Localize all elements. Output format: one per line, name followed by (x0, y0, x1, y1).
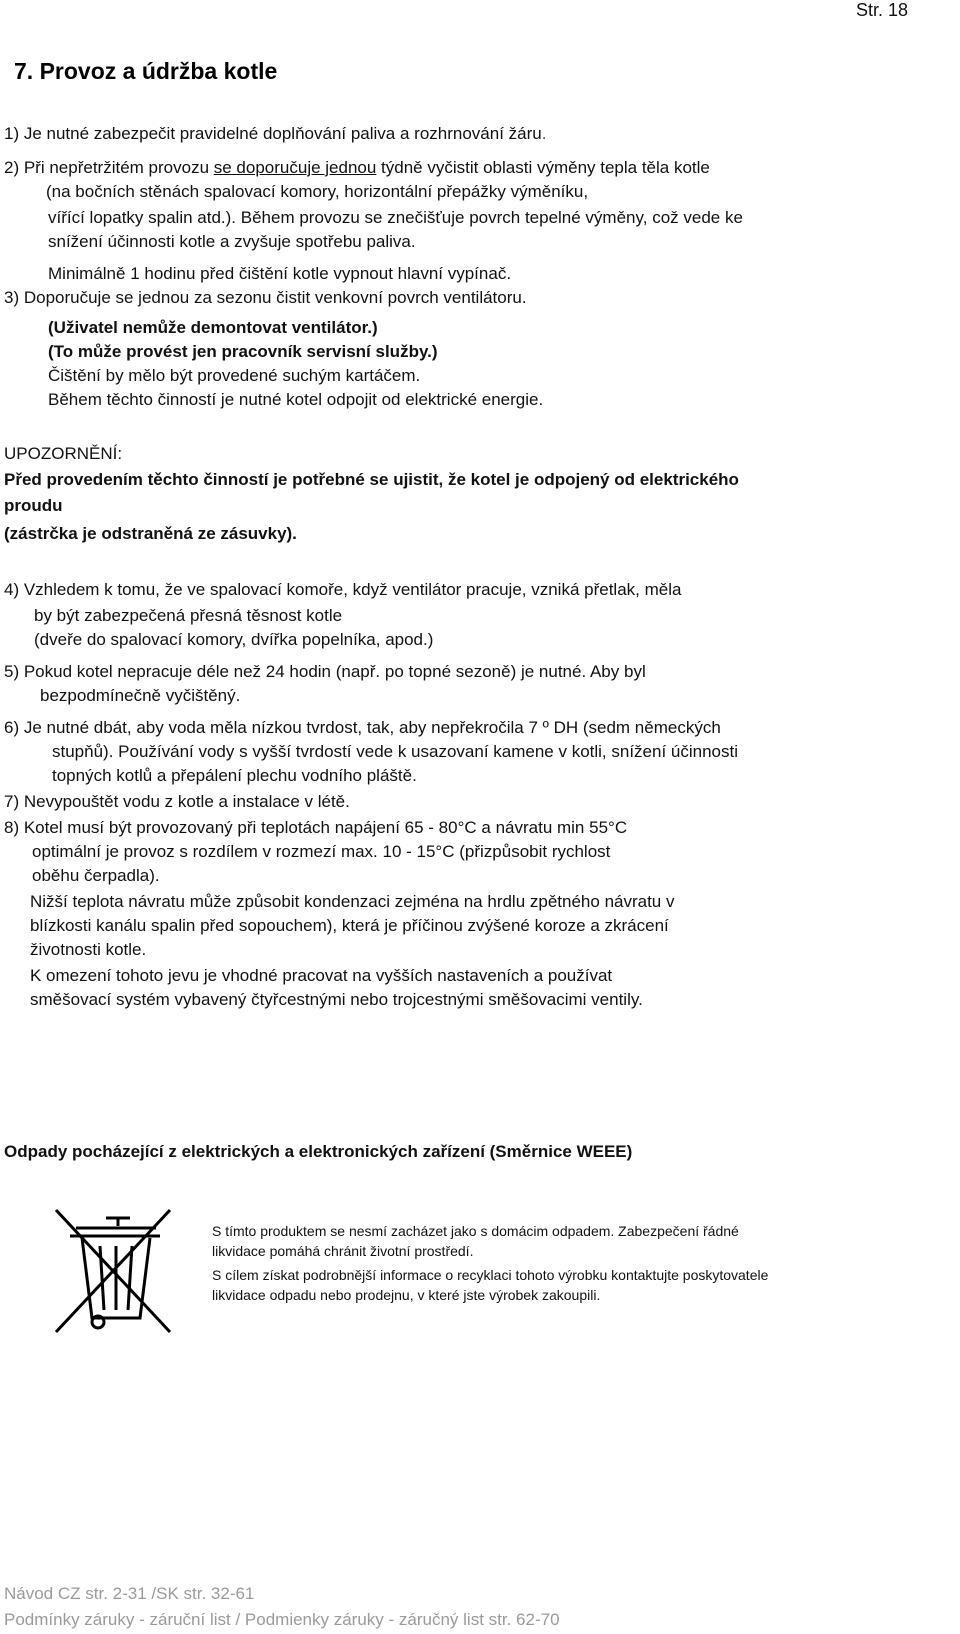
item-8-line-4: Nižší teplota návratu může způsobit kondenzaci zejména na hrdlu zpětného návratu v (30, 892, 675, 911)
item-3-line-4: Čištění by mělo být provedené suchým kartáčem. (48, 366, 421, 385)
item-8-line-8: směšovací systém vybavený čtyřcestnými nebo trojcestnými směšovacimi ventily. (30, 990, 643, 1009)
item-1-text: 1) Je nutné zabezpečit pravidelné doplňování paliva a rozhrnování žáru (4, 124, 542, 143)
item-8-line-1: 8) Kotel musí být provozovaný při teplotách napájení 65 - 80°C a návratu min 55°C (4, 818, 628, 837)
item-3-line-5: Během těchto činností je nutné kotel odpojit od elektrické energie. (48, 390, 544, 409)
item-1 (4, 122, 546, 146)
item-5-line-2: bezpodmínečně vyčištěný. (40, 686, 241, 705)
item-8-line-3: oběhu čerpadla). (32, 866, 160, 885)
item-2-line-2: (na bočních stěnách spalovací komory, horizontální přepážky výměníku, (46, 182, 589, 201)
footer-line-1: Návod CZ str. 2-31 /SK str. 32-61 (4, 1584, 255, 1603)
item-2-line-3 (48, 206, 743, 230)
item-2-line-1 (4, 156, 710, 180)
item-4-line-1: 4) Vzhledem k tomu, že ve spalovací komoře, když ventilátor pracuje, vzniká přetlak, měla (4, 580, 682, 599)
item-2-line-3-b: Během provozu se znečišťuje povrch tepelné výměny, což vede ke (236, 208, 743, 227)
weee-paragraph-1-line-2: likvidace pomáhá chránit životní prostředí. (212, 1243, 474, 1259)
item-8-line-2: optimální je provoz s rozdílem v rozmezí max. 10 - 15°C (přizpůsobit rychlost (32, 842, 611, 861)
item-8-line-5: blízkosti kanálu spalin před sopouchem), která je příčinou zvýšené koroze a zkrácení (30, 916, 669, 935)
item-2-text-b: týdně vyčistit oblasti výměny tepla těla kotle (376, 158, 710, 177)
item-8-line-7: K omezení tohoto jevu je vhodné pracovat na vyšších nastaveních a používat (30, 966, 613, 985)
item-3-line-1: 3) Doporučuje se jednou za sezonu čistit venkovní povrch ventilátoru. (4, 288, 527, 307)
item-4-line-3: (dveře do spalovací komory, dvířka popelníka, apod.) (34, 630, 434, 649)
item-4-line-2: by být zabezpečená přesná těsnost kotle (34, 606, 343, 625)
item-6-line-3: topných kotlů a přepálení plechu vodního pláště. (52, 766, 417, 785)
warning-line-2: proudu (4, 496, 63, 515)
item-3-line-2: (Uživatel nemůže demontovat ventilátor.) (48, 318, 378, 337)
item-2-line-5: Minimálně 1 hodinu před čištění kotle vypnout hlavní vypínač. (48, 264, 512, 283)
item-7: 7) Nevypouštět vodu z kotle a instalace v létě. (4, 792, 350, 811)
item-6-line-2: stupňů). Používání vody s vyšší tvrdostí vede k usazovaní kamene v kotli, snížení účinnosti (52, 742, 739, 761)
item-2-text-a: 2) Při nepřetržitém provozu (4, 158, 214, 177)
warning-line-1: Před provedením těchto činností je potřebné se ujistit, že kotel je odpojený od elektrického (4, 470, 739, 489)
item-2-underlined: se doporučuje jednou (213, 158, 377, 177)
page-number: Str. 18 (856, 0, 909, 20)
item-2-line-4: snížení účinnosti kotle a zvyšuje spotřebu paliva. (48, 232, 416, 251)
weee-title: Odpady pocházející z elektrických a elektronických zařízení (Směrnice WEEE) (4, 1142, 633, 1161)
crossed-out-wheelie-bin-icon (48, 1206, 178, 1336)
warning-line-3: (zástrčka je odstraněná ze zásuvky). (4, 524, 297, 543)
warning-title: UPOZORNĚNÍ: (4, 444, 123, 463)
item-8-line-6: životnosti kotle. (30, 940, 147, 959)
item-6-line-1: 6) Je nutné dbát, aby voda měla nízkou tvrdost, tak, aby nepřekročila 7 º DH (sedm německých (4, 718, 721, 737)
footer-line-2: Podmínky záruky - záruční list / Podmienky záruky - záručný list str. 62-70 (4, 1610, 560, 1629)
item-5-line-1: 5) Pokud kotel nepracuje déle než 24 hodin (např. po topné sezoně) je nutné. Aby byl (4, 662, 646, 681)
item-1-dot: . (541, 124, 547, 143)
weee-paragraph-2-line-2: likvidace odpadu nebo prodejnu, v které jste výrobek zakoupili. (212, 1287, 601, 1303)
item-2-line-3-a: vířící lopatky spalin atd.). (48, 208, 237, 227)
weee-paragraph-1-line-1: S tímto produktem se nesmí zacházet jako s domácim odpadem. Zabezpečení řádné (212, 1223, 739, 1239)
section-title: 7. Provoz a údržba kotle (14, 58, 278, 84)
weee-paragraph-2-line-1: S cílem získat podrobnější informace o recyklaci tohoto výrobku kontaktujte poskytovatele (212, 1267, 769, 1283)
item-3-line-3: (To může provést jen pracovník servisní služby.) (48, 342, 438, 361)
